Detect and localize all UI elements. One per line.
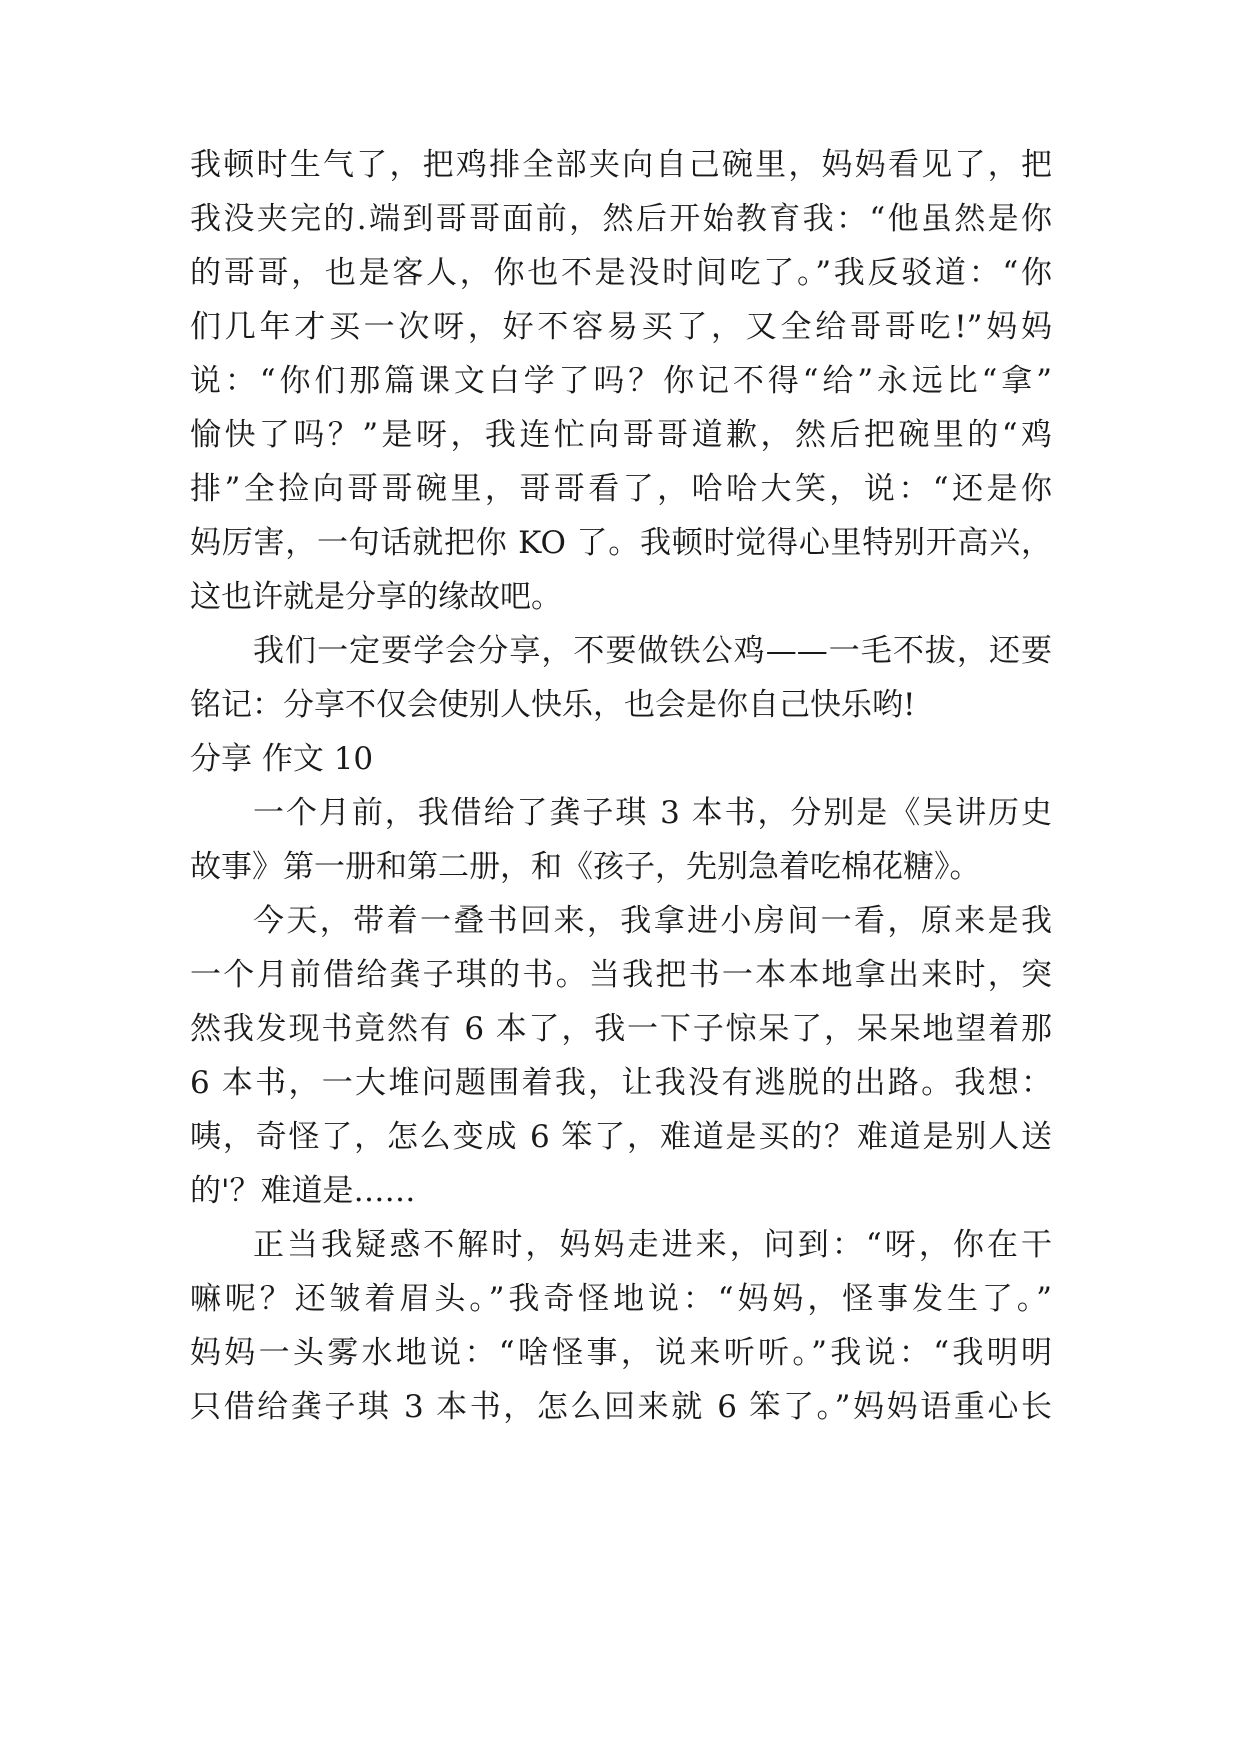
text-line: 我顿时生气了，把鸡排全部夹向自己碗里，妈妈看见了，把 bbox=[190, 147, 1052, 183]
text-line: 我没夹完的.端到哥哥面前，然后开始教育我：“他虽然是你 bbox=[190, 201, 1052, 237]
text-line: 只借给龚子琪 3 本书，怎么回来就 6 笨了。”妈妈语重心长 bbox=[190, 1389, 1052, 1425]
text-line: 这也许就是分享的缘故吧。 bbox=[190, 579, 562, 615]
text-line: 铭记：分享不仅会使别人快乐，也会是你自己快乐哟! bbox=[190, 687, 916, 723]
text-line: 一个月前借给龚子琪的书。当我把书一本本地拿出来时，突 bbox=[190, 957, 1052, 993]
paragraph-first-line: 正当我疑惑不解时，妈妈走进来，问到：“呀，你在干 bbox=[253, 1227, 1052, 1263]
text-line: 的哥哥，也是客人，你也不是没时间吃了。”我反驳道：“你 bbox=[190, 255, 1052, 291]
paragraph-first-line: 我们一定要学会分享，不要做铁公鸡——一毛不拔，还要 bbox=[253, 633, 1052, 669]
text-line: 排”全捡向哥哥碗里，哥哥看了，哈哈大笑，说：“还是你 bbox=[190, 471, 1052, 507]
text-line: 妈妈一头雾水地说：“啥怪事，说来听听。”我说：“我明明 bbox=[190, 1335, 1052, 1371]
text-line: 故事》第一册和第二册，和《孩子，先别急着吃棉花糖》。 bbox=[190, 849, 981, 885]
text-line: 说：“你们那篇课文白学了吗？你记不得“给”永远比“拿” bbox=[190, 363, 1052, 399]
paragraph-first-line: 今天，带着一叠书回来，我拿进小房间一看，原来是我 bbox=[253, 903, 1052, 939]
text-line: 咦，奇怪了，怎么变成 6 笨了，难道是买的？难道是别人送 bbox=[190, 1119, 1052, 1155]
text-line: 的'？难道是…… bbox=[190, 1173, 416, 1209]
section-heading: 分享 作文 10 bbox=[190, 741, 374, 777]
text-line: 妈厉害，一句话就把你 KO 了。我顿时觉得心里特别开高兴， bbox=[190, 525, 1052, 561]
text-line: 们几年才买一次呀，好不容易买了，又全给哥哥吃!”妈妈 bbox=[190, 309, 1052, 345]
text-line: 然我发现书竟然有 6 本了，我一下子惊呆了，呆呆地望着那 bbox=[190, 1011, 1052, 1047]
text-line: 嘛呢？还皱着眉头。”我奇怪地说：“妈妈，怪事发生了。” bbox=[190, 1281, 1052, 1317]
paragraph-first-line: 一个月前，我借给了龚子琪 3 本书，分别是《吴讲历史 bbox=[253, 795, 1052, 831]
text-line: 愉快了吗？”是呀，我连忙向哥哥道歉，然后把碗里的“鸡 bbox=[190, 417, 1052, 453]
text-line: 6 本书，一大堆问题围着我，让我没有逃脱的出路。我想： bbox=[190, 1065, 1052, 1101]
